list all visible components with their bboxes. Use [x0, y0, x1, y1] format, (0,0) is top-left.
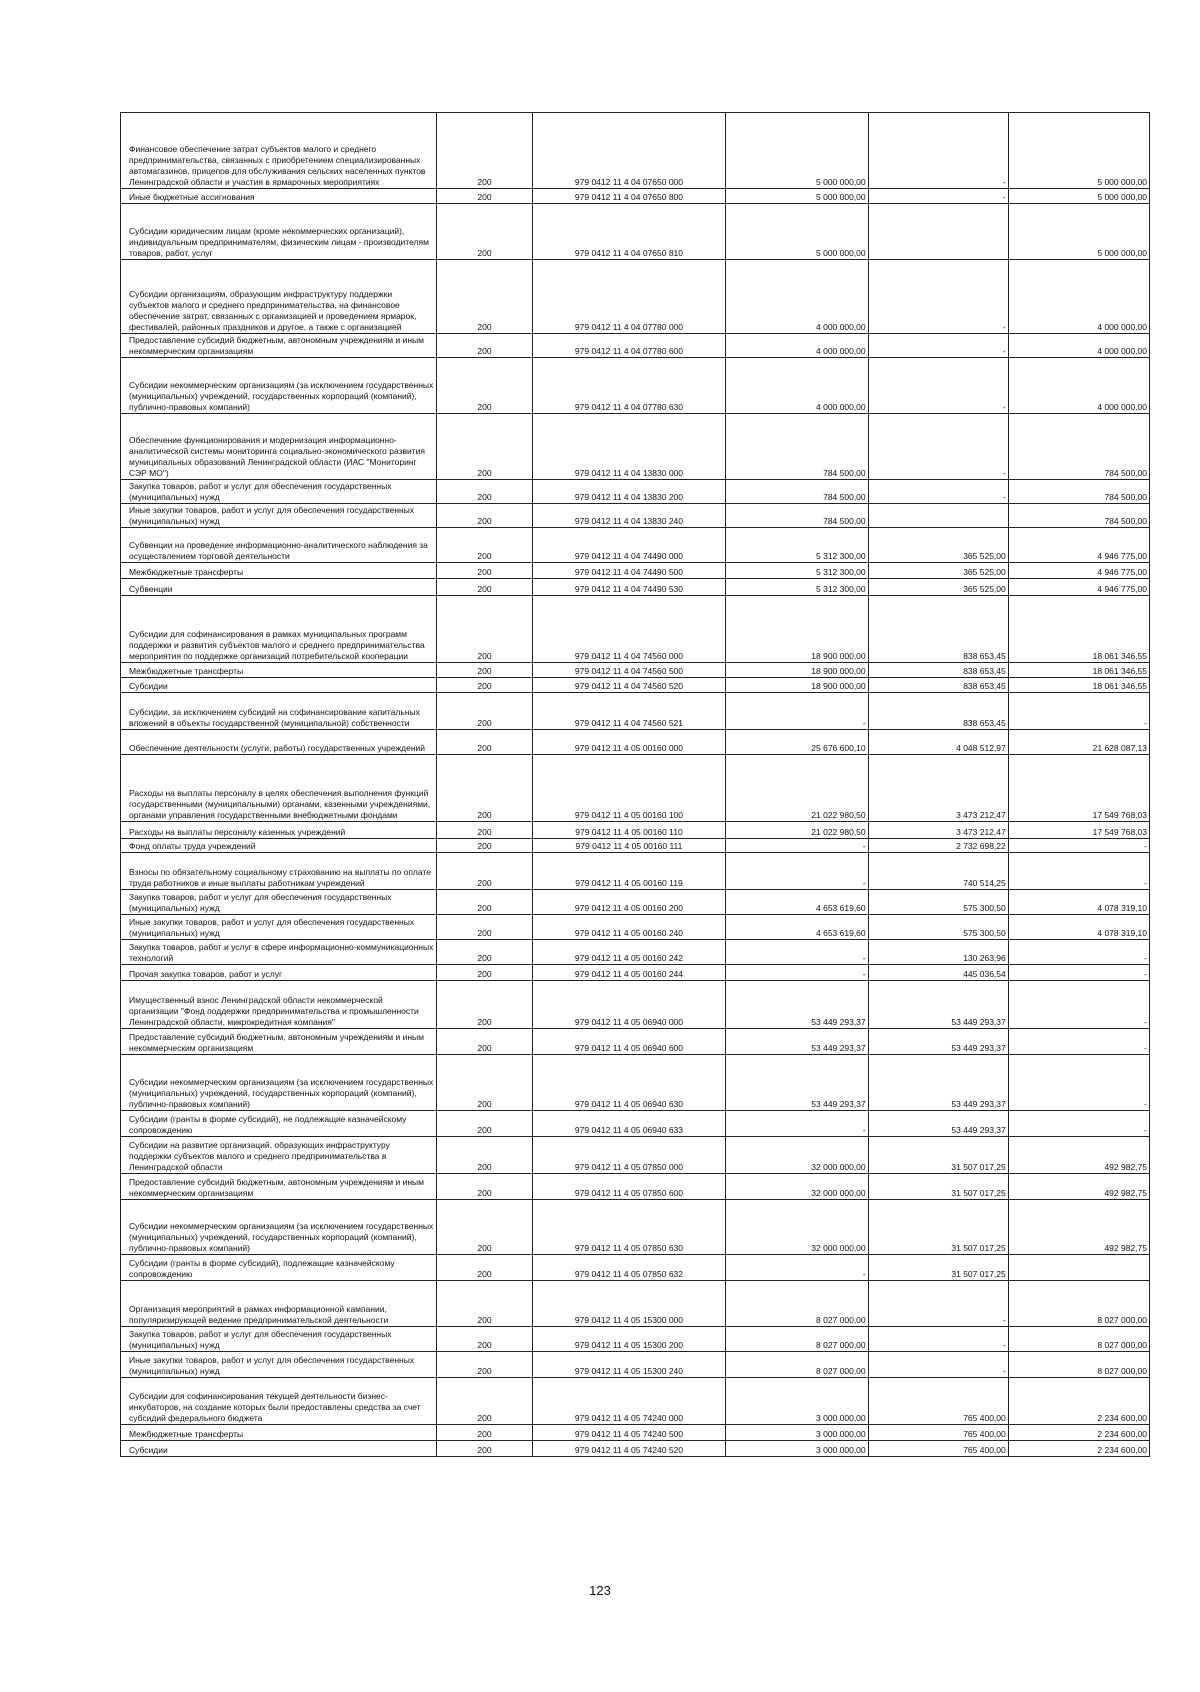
row-name-cell: Обеспечение функционирования и модернизация информационно-аналитической системы мониторинга социально-экономического развития муниципальных образований Ленинградской области (ИАС "Мониторинг СЭР МО")	[121, 414, 437, 480]
row-code-cell: 200	[437, 822, 532, 839]
row-code-cell: 200	[437, 755, 532, 822]
row-kbk-cell: 979 0412 11 4 04 74490 500	[532, 563, 726, 579]
row-planned-cell: 4 000 000,00	[726, 334, 868, 358]
row-executed-cell: 53 449 293,37	[868, 1029, 1008, 1055]
row-remainder-cell: -	[1008, 1029, 1149, 1055]
row-remainder-cell: -	[1008, 1111, 1149, 1137]
row-planned-cell: 3 000 000,00	[726, 1425, 868, 1441]
table-row	[121, 1174, 1150, 1200]
row-name-cell: Субсидии для софинансирования в рамках муниципальных программ поддержки и развития субъектов малого и среднего предпринимательства мероприятия по поддержке организаций потребительской кооперации	[121, 596, 437, 663]
row-executed-cell: -	[868, 260, 1008, 334]
row-kbk-cell: 979 0412 11 4 05 06940 633	[532, 1111, 726, 1137]
row-planned-cell: 3 000 000,00	[726, 1441, 868, 1457]
row-planned-cell: 53 449 293,37	[726, 1029, 868, 1055]
row-kbk-cell: 979 0412 11 4 05 74240 500	[532, 1425, 726, 1441]
row-executed-cell: 2 732 698,22	[868, 839, 1008, 853]
row-kbk-cell: 979 0412 11 4 04 74490 530	[532, 579, 726, 596]
row-kbk-cell: 979 0412 11 4 05 00160 240	[532, 915, 726, 940]
row-name-cell: Субсидии некоммерческим организациям (за исключением государственных (муниципальных) учреждений, государственных корпораций (компаний), публично-правовых компаний)	[121, 1200, 437, 1255]
table-row	[121, 693, 1150, 730]
table-row	[121, 334, 1150, 358]
row-kbk-cell: 979 0412 11 4 05 06940 630	[532, 1055, 726, 1111]
row-planned-cell: -	[726, 940, 868, 965]
row-executed-cell: 53 449 293,37	[868, 981, 1008, 1029]
row-code-cell: 200	[437, 1111, 532, 1137]
row-remainder-cell: 8 027 000,00	[1008, 1327, 1149, 1352]
row-code-cell: 200	[437, 678, 532, 693]
row-planned-cell: 18 900 000,00	[726, 678, 868, 693]
row-remainder-cell: 4 078 319,10	[1008, 915, 1149, 940]
row-remainder-cell: 784 500,00	[1008, 504, 1149, 528]
row-executed-cell: -	[868, 334, 1008, 358]
table-row	[121, 890, 1150, 915]
row-name-cell: Субвенции	[121, 579, 437, 596]
row-executed-cell: 130 263,96	[868, 940, 1008, 965]
row-code-cell: 200	[437, 579, 532, 596]
table-row	[121, 563, 1150, 579]
table-row	[121, 822, 1150, 839]
row-planned-cell: -	[726, 693, 868, 730]
row-code-cell: 200	[437, 358, 532, 414]
table-row	[121, 113, 1150, 189]
row-planned-cell: 32 000 000,00	[726, 1174, 868, 1200]
row-planned-cell: 21 022 980,50	[726, 822, 868, 839]
table-row	[121, 1137, 1150, 1174]
row-executed-cell: 740 514,25	[868, 853, 1008, 890]
row-code-cell: 200	[437, 1174, 532, 1200]
table-row	[121, 1425, 1150, 1441]
table-row	[121, 358, 1150, 414]
row-remainder-cell: -	[1008, 693, 1149, 730]
row-name-cell: Субсидии некоммерческим организациям (за исключением государственных (муниципальных) учреждений, государственных корпораций (компаний), публично-правовых компаний)	[121, 358, 437, 414]
row-remainder-cell: 2 234 600,00	[1008, 1441, 1149, 1457]
row-planned-cell: 5 000 000,00	[726, 189, 868, 204]
row-planned-cell: 5 312 300,00	[726, 563, 868, 579]
row-code-cell: 200	[437, 1352, 532, 1378]
row-code-cell: 200	[437, 528, 532, 563]
row-kbk-cell: 979 0412 11 4 04 07650 810	[532, 204, 726, 260]
row-remainder-cell: 18 061 346,55	[1008, 663, 1149, 678]
row-name-cell: Предоставление субсидий бюджетным, автономным учреждениям и иным некоммерческим организациям	[121, 1029, 437, 1055]
table-row	[121, 663, 1150, 678]
row-remainder-cell: 784 500,00	[1008, 414, 1149, 480]
row-kbk-cell: 979 0412 11 4 05 00160 242	[532, 940, 726, 965]
row-remainder-cell: 21 628 087,13	[1008, 730, 1149, 755]
row-executed-cell: 765 400,00	[868, 1378, 1008, 1425]
row-remainder-cell: 2 234 600,00	[1008, 1378, 1149, 1425]
row-kbk-cell: 979 0412 11 4 04 07780 000	[532, 260, 726, 334]
row-remainder-cell: -	[1008, 839, 1149, 853]
row-kbk-cell: 979 0412 11 4 05 00160 200	[532, 890, 726, 915]
row-name-cell: Предоставление субсидий бюджетным, автономным учреждениям и иным некоммерческим организациям	[121, 334, 437, 358]
row-name-cell: Субсидии на развитие организаций, образующих инфраструктуру поддержки субъектов малого и среднего предпринимательства в Ленинградской области	[121, 1137, 437, 1174]
row-planned-cell: 5 000 000,00	[726, 204, 868, 260]
row-remainder-cell: 4 946 775,00	[1008, 528, 1149, 563]
row-planned-cell: -	[726, 1255, 868, 1281]
row-executed-cell: 31 507 017,25	[868, 1200, 1008, 1255]
table-row	[121, 504, 1150, 528]
row-code-cell: 200	[437, 839, 532, 853]
row-kbk-cell: 979 0412 11 4 05 07850 630	[532, 1200, 726, 1255]
row-kbk-cell: 979 0412 11 4 05 15300 240	[532, 1352, 726, 1378]
row-kbk-cell: 979 0412 11 4 05 00160 000	[532, 730, 726, 755]
row-name-cell: Иные закупки товаров, работ и услуг для обеспечения государственных (муниципальных) нужд	[121, 1352, 437, 1378]
row-kbk-cell: 979 0412 11 4 04 13830 000	[532, 414, 726, 480]
table-row	[121, 678, 1150, 693]
row-name-cell: Межбюджетные трансферты	[121, 1425, 437, 1441]
row-planned-cell: 4 653 619,60	[726, 890, 868, 915]
row-code-cell: 200	[437, 1029, 532, 1055]
row-executed-cell: -	[868, 189, 1008, 204]
row-name-cell: Закупка товаров, работ и услуг для обеспечения государственных (муниципальных) нужд	[121, 1327, 437, 1352]
row-code-cell: 200	[437, 965, 532, 981]
row-remainder-cell: -	[1008, 965, 1149, 981]
row-name-cell: Субсидии некоммерческим организациям (за исключением государственных (муниципальных) учреждений, государственных корпораций (компаний), публично-правовых компаний)	[121, 1055, 437, 1111]
row-code-cell: 200	[437, 189, 532, 204]
row-kbk-cell: 979 0412 11 4 05 07850 600	[532, 1174, 726, 1200]
table-row	[121, 981, 1150, 1029]
row-executed-cell	[868, 504, 1008, 528]
row-executed-cell: 31 507 017,25	[868, 1255, 1008, 1281]
row-planned-cell: 784 500,00	[726, 414, 868, 480]
row-executed-cell: 4 048 512,97	[868, 730, 1008, 755]
row-remainder-cell: 2 234 600,00	[1008, 1425, 1149, 1441]
row-planned-cell: 21 022 980,50	[726, 755, 868, 822]
budget-execution-table-container	[120, 112, 1150, 1457]
row-remainder-cell: 8 027 000,00	[1008, 1281, 1149, 1327]
row-executed-cell: 838 653,45	[868, 678, 1008, 693]
row-executed-cell: 838 653,45	[868, 596, 1008, 663]
row-planned-cell: 5 000 000,00	[726, 113, 868, 189]
row-executed-cell: 765 400,00	[868, 1441, 1008, 1457]
row-executed-cell: 575 300,50	[868, 890, 1008, 915]
budget-execution-table	[120, 112, 1150, 1457]
row-code-cell: 200	[437, 113, 532, 189]
row-remainder-cell: 492 982,75	[1008, 1174, 1149, 1200]
row-remainder-cell: 5 000 000,00	[1008, 189, 1149, 204]
row-remainder-cell: 4 946 775,00	[1008, 579, 1149, 596]
row-kbk-cell: 979 0412 11 4 05 06940 600	[532, 1029, 726, 1055]
row-code-cell: 200	[437, 1281, 532, 1327]
row-planned-cell: 32 000 000,00	[726, 1137, 868, 1174]
row-kbk-cell: 979 0412 11 4 04 07780 600	[532, 334, 726, 358]
row-kbk-cell: 979 0412 11 4 04 07650 000	[532, 113, 726, 189]
row-planned-cell: -	[726, 965, 868, 981]
row-kbk-cell: 979 0412 11 4 04 74560 520	[532, 678, 726, 693]
row-executed-cell: 575 300,50	[868, 915, 1008, 940]
row-executed-cell: -	[868, 1327, 1008, 1352]
row-remainder-cell: 4 000 000,00	[1008, 260, 1149, 334]
row-name-cell: Расходы на выплаты персоналу в целях обеспечения выполнения функций государственными (муниципальными) органами, казенными учреждениями, органами управления государственными внебюджетными фондами	[121, 755, 437, 822]
table-row	[121, 1055, 1150, 1111]
row-planned-cell: 5 312 300,00	[726, 579, 868, 596]
row-planned-cell: 8 027 000,00	[726, 1281, 868, 1327]
row-executed-cell: 365 525,00	[868, 528, 1008, 563]
row-planned-cell: 8 027 000,00	[726, 1352, 868, 1378]
row-code-cell: 200	[437, 1378, 532, 1425]
row-executed-cell: 53 449 293,37	[868, 1055, 1008, 1111]
row-executed-cell: -	[868, 358, 1008, 414]
row-planned-cell: -	[726, 839, 868, 853]
row-planned-cell: 25 676 600,10	[726, 730, 868, 755]
row-name-cell: Закупка товаров, работ и услуг для обеспечения государственных (муниципальных) нужд	[121, 890, 437, 915]
row-name-cell: Фонд оплаты труда учреждений	[121, 839, 437, 853]
table-row	[121, 260, 1150, 334]
row-remainder-cell: 17 549 768,03	[1008, 755, 1149, 822]
row-code-cell: 200	[437, 1055, 532, 1111]
row-code-cell: 200	[437, 730, 532, 755]
row-executed-cell: 365 525,00	[868, 579, 1008, 596]
row-planned-cell: 53 449 293,37	[726, 1055, 868, 1111]
row-executed-cell: -	[868, 1281, 1008, 1327]
row-kbk-cell: 979 0412 11 4 05 00160 110	[532, 822, 726, 839]
row-kbk-cell: 979 0412 11 4 05 07850 000	[532, 1137, 726, 1174]
table-row	[121, 414, 1150, 480]
row-remainder-cell: 492 982,75	[1008, 1200, 1149, 1255]
row-executed-cell: -	[868, 414, 1008, 480]
row-name-cell: Закупка товаров, работ и услуг в сфере информационно-коммуникационных технологий	[121, 940, 437, 965]
row-planned-cell: 4 000 000,00	[726, 358, 868, 414]
row-name-cell: Межбюджетные трансферты	[121, 663, 437, 678]
table-row	[121, 1111, 1150, 1137]
row-remainder-cell: -	[1008, 940, 1149, 965]
table-row	[121, 1255, 1150, 1281]
table-row	[121, 1327, 1150, 1352]
row-remainder-cell: 18 061 346,55	[1008, 596, 1149, 663]
row-kbk-cell: 979 0412 11 4 05 74240 520	[532, 1441, 726, 1457]
row-remainder-cell: -	[1008, 853, 1149, 890]
row-code-cell: 200	[437, 1425, 532, 1441]
row-executed-cell: 765 400,00	[868, 1425, 1008, 1441]
row-kbk-cell: 979 0412 11 4 05 74240 000	[532, 1378, 726, 1425]
row-planned-cell: 3 000 000,00	[726, 1378, 868, 1425]
row-remainder-cell: 5 000 000,00	[1008, 113, 1149, 189]
row-remainder-cell: 492 982,75	[1008, 1137, 1149, 1174]
row-remainder-cell: -	[1008, 1055, 1149, 1111]
row-kbk-cell: 979 0412 11 4 04 74560 521	[532, 693, 726, 730]
table-row	[121, 1441, 1150, 1457]
row-code-cell: 200	[437, 1441, 532, 1457]
row-planned-cell: -	[726, 1111, 868, 1137]
row-executed-cell: 365 525,00	[868, 563, 1008, 579]
table-row	[121, 1029, 1150, 1055]
row-name-cell: Расходы на выплаты персоналу казенных учреждений	[121, 822, 437, 839]
row-name-cell: Прочая закупка товаров, работ и услуг	[121, 965, 437, 981]
row-remainder-cell: 4 078 319,10	[1008, 890, 1149, 915]
row-name-cell: Финансовое обеспечение затрат субъектов малого и среднего предпринимательства, связанных с приобретением специализированных автомагазинов, прицепов для обслуживания сельских населенных пунктов Ленинградской области и участия в ярмарочных мероприятиях	[121, 113, 437, 189]
table-row	[121, 1200, 1150, 1255]
row-kbk-cell: 979 0412 11 4 04 74560 000	[532, 596, 726, 663]
row-executed-cell: 31 507 017,25	[868, 1174, 1008, 1200]
row-kbk-cell: 979 0412 11 4 05 15300 200	[532, 1327, 726, 1352]
row-kbk-cell: 979 0412 11 4 04 74490 000	[532, 528, 726, 563]
row-planned-cell: 784 500,00	[726, 504, 868, 528]
row-code-cell: 200	[437, 853, 532, 890]
row-name-cell: Субсидии	[121, 1441, 437, 1457]
row-remainder-cell: 5 000 000,00	[1008, 204, 1149, 260]
row-kbk-cell: 979 0412 11 4 04 13830 240	[532, 504, 726, 528]
table-row	[121, 730, 1150, 755]
row-remainder-cell	[1008, 1255, 1149, 1281]
row-name-cell: Обеспечение деятельности (услуги, работы) государственных учреждений	[121, 730, 437, 755]
row-name-cell: Взносы по обязательному социальному страхованию на выплаты по оплате труда работников и иные выплаты работникам учреждений	[121, 853, 437, 890]
row-name-cell: Субсидии (гранты в форме субсидий), подлежащие казначейскому сопровождению	[121, 1255, 437, 1281]
table-row	[121, 839, 1150, 853]
row-remainder-cell: 4 946 775,00	[1008, 563, 1149, 579]
row-planned-cell: 4 653 619,60	[726, 915, 868, 940]
row-executed-cell: -	[868, 113, 1008, 189]
row-kbk-cell: 979 0412 11 4 05 00160 111	[532, 839, 726, 853]
row-code-cell: 200	[437, 663, 532, 678]
row-kbk-cell: 979 0412 11 4 05 07850 632	[532, 1255, 726, 1281]
table-row	[121, 1281, 1150, 1327]
row-planned-cell: 5 312 300,00	[726, 528, 868, 563]
row-code-cell: 200	[437, 890, 532, 915]
row-executed-cell: 3 473 212,47	[868, 755, 1008, 822]
row-kbk-cell: 979 0412 11 4 05 00160 100	[532, 755, 726, 822]
row-name-cell: Предоставление субсидий бюджетным, автономным учреждениям и иным некоммерческим организациям	[121, 1174, 437, 1200]
row-remainder-cell: -	[1008, 981, 1149, 1029]
row-executed-cell: 3 473 212,47	[868, 822, 1008, 839]
row-code-cell: 200	[437, 1200, 532, 1255]
row-executed-cell: 31 507 017,25	[868, 1137, 1008, 1174]
row-code-cell: 200	[437, 260, 532, 334]
table-body	[121, 113, 1150, 1457]
row-remainder-cell: 8 027 000,00	[1008, 1352, 1149, 1378]
row-remainder-cell: 4 000 000,00	[1008, 334, 1149, 358]
row-code-cell: 200	[437, 480, 532, 504]
table-row	[121, 940, 1150, 965]
table-row	[121, 528, 1150, 563]
page-number: 123	[589, 1583, 611, 1598]
table-row	[121, 965, 1150, 981]
row-executed-cell: 838 653,45	[868, 693, 1008, 730]
table-row	[121, 204, 1150, 260]
row-name-cell: Субсидии для софинансирования текущей деятельности бизнес-инкубаторов, на создание которых были предоставлены средства за счет субсидий федерального бюджета	[121, 1378, 437, 1425]
table-row	[121, 1378, 1150, 1425]
row-executed-cell: -	[868, 480, 1008, 504]
row-kbk-cell: 979 0412 11 4 04 07650 800	[532, 189, 726, 204]
row-planned-cell: -	[726, 853, 868, 890]
row-planned-cell: 4 000 000,00	[726, 260, 868, 334]
row-remainder-cell: 17 549 768,03	[1008, 822, 1149, 839]
row-name-cell: Межбюджетные трансферты	[121, 563, 437, 579]
row-planned-cell: 784 500,00	[726, 480, 868, 504]
row-name-cell: Субсидии (гранты в форме субсидий), не подлежащие казначейскому сопровождению	[121, 1111, 437, 1137]
row-name-cell: Субсидии организациям, образующим инфраструктуру поддержки субъектов малого и среднего предпринимательства, на финансовое обеспечение затрат, связанных с организацией и проведением ярмарок, фестивалей, районных праздников и другое, а также с организацией	[121, 260, 437, 334]
table-row	[121, 480, 1150, 504]
table-row	[121, 915, 1150, 940]
row-executed-cell: 445 036,54	[868, 965, 1008, 981]
row-code-cell: 200	[437, 915, 532, 940]
row-kbk-cell: 979 0412 11 4 04 13830 200	[532, 480, 726, 504]
row-code-cell: 200	[437, 334, 532, 358]
table-row	[121, 1352, 1150, 1378]
row-name-cell: Субсидии, за исключением субсидий на софинансирование капитальных вложений в объекты государственной (муниципальной) собственности	[121, 693, 437, 730]
row-code-cell: 200	[437, 1327, 532, 1352]
row-executed-cell: 53 449 293,37	[868, 1111, 1008, 1137]
row-name-cell: Субсидии юридическим лицам (кроме некоммерческих организаций), индивидуальным предпринимателям, физическим лицам - производителям товаров, работ, услуг	[121, 204, 437, 260]
row-code-cell: 200	[437, 414, 532, 480]
table-row	[121, 189, 1150, 204]
row-kbk-cell: 979 0412 11 4 05 00160 244	[532, 965, 726, 981]
row-code-cell: 200	[437, 981, 532, 1029]
row-name-cell: Субвенции на проведение информационно-аналитического наблюдения за осуществлением торговой деятельности	[121, 528, 437, 563]
table-row	[121, 579, 1150, 596]
row-executed-cell: -	[868, 1352, 1008, 1378]
row-planned-cell: 18 900 000,00	[726, 663, 868, 678]
row-name-cell: Иные бюджетные ассигнования	[121, 189, 437, 204]
row-name-cell: Организация мероприятий в рамках информационной кампании, популяризирующей ведение предпринимательской деятельности	[121, 1281, 437, 1327]
row-kbk-cell: 979 0412 11 4 05 06940 000	[532, 981, 726, 1029]
row-code-cell: 200	[437, 596, 532, 663]
row-code-cell: 200	[437, 693, 532, 730]
row-planned-cell: 53 449 293,37	[726, 981, 868, 1029]
table-row	[121, 853, 1150, 890]
table-row	[121, 596, 1150, 663]
row-remainder-cell: 784 500,00	[1008, 480, 1149, 504]
row-planned-cell: 8 027 000,00	[726, 1327, 868, 1352]
row-code-cell: 200	[437, 1137, 532, 1174]
row-remainder-cell: 18 061 346,55	[1008, 678, 1149, 693]
table-row	[121, 755, 1150, 822]
row-code-cell: 200	[437, 563, 532, 579]
row-code-cell: 200	[437, 504, 532, 528]
row-kbk-cell: 979 0412 11 4 04 07780 630	[532, 358, 726, 414]
row-kbk-cell: 979 0412 11 4 05 15300 000	[532, 1281, 726, 1327]
row-planned-cell: 18 900 000,00	[726, 596, 868, 663]
row-code-cell: 200	[437, 940, 532, 965]
row-kbk-cell: 979 0412 11 4 04 74560 500	[532, 663, 726, 678]
row-code-cell: 200	[437, 1255, 532, 1281]
row-name-cell: Иные закупки товаров, работ и услуг для обеспечения государственных (муниципальных) нужд	[121, 915, 437, 940]
row-executed-cell: 838 653,45	[868, 663, 1008, 678]
row-name-cell: Имущественный взнос Ленинградской области некоммерческой организации "Фонд поддержки предпринимательства и промышленности Ленинградской области, микрокредитная компания"	[121, 981, 437, 1029]
row-executed-cell	[868, 204, 1008, 260]
row-kbk-cell: 979 0412 11 4 05 00160 119	[532, 853, 726, 890]
row-remainder-cell: 4 000 000,00	[1008, 358, 1149, 414]
row-name-cell: Иные закупки товаров, работ и услуг для обеспечения государственных (муниципальных) нужд	[121, 504, 437, 528]
row-planned-cell: 32 000 000,00	[726, 1200, 868, 1255]
row-code-cell: 200	[437, 204, 532, 260]
row-name-cell: Закупка товаров, работ и услуг для обеспечения государственных (муниципальных) нужд	[121, 480, 437, 504]
row-name-cell: Субсидии	[121, 678, 437, 693]
